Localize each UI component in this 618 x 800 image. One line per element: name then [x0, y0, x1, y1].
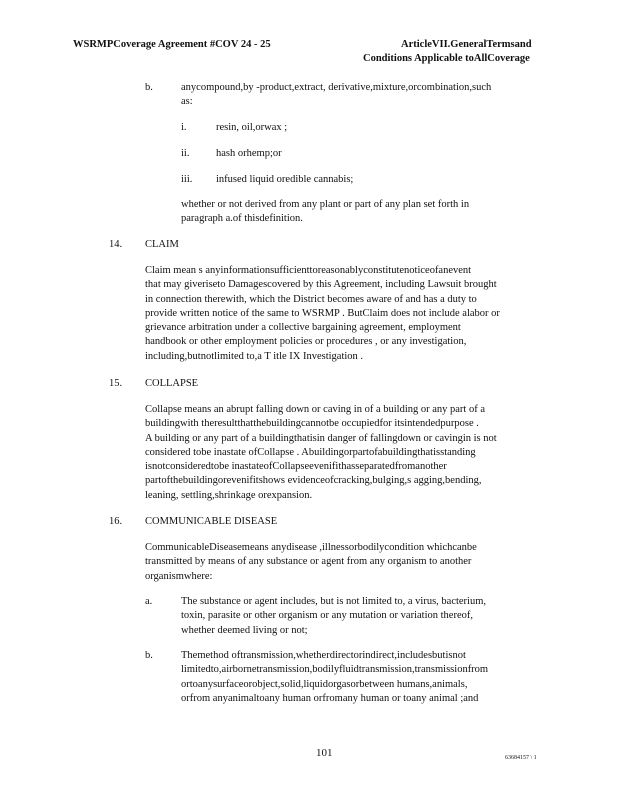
paragraph-line: toxin, parasite or other organism or any mutation or variation thereof,: [181, 610, 473, 622]
paragraph-line: transmitted by means of any substance or agent from any organism to another: [145, 556, 472, 568]
paragraph-line: orfrom anyanimaltoany human orfromany human or toany animal ;and: [181, 692, 479, 704]
paragraph-line: paragraph a.of thisdefinition.: [181, 213, 303, 225]
page-number: 101: [316, 747, 333, 759]
sub-item-text: hash orhemp;or: [216, 148, 282, 159]
paragraph-line: limitedto,airbornetransmission,bodilyfluidtransmission,transmissionfrom: [181, 664, 489, 676]
sub-item-text: infused liquid oredible cannabis;: [216, 174, 354, 185]
header-right-line2: Conditions Applicable toAllCoverage: [363, 53, 530, 64]
section-title: CLAIM: [145, 239, 179, 250]
paragraph-line: considered tobe inastate ofCollapse . Abuildingorpartofabuildingthatisstanding: [145, 446, 476, 458]
item-body: [181, 595, 486, 638]
paragraph-line: partofthebuildingorevenifitshows evidenceofcracking,bulging,s agging,bending,: [145, 475, 482, 487]
section-body: [145, 403, 497, 503]
paragraph-line: handbook or other employment policies or procedures , or any investigation,: [145, 336, 467, 348]
paragraph-line: organismwhere:: [145, 570, 213, 582]
sub-item-label: i.: [181, 122, 187, 133]
paragraph-line: A building or any part of a buildingthatisin danger of fallingdown or cavingin is not: [145, 432, 497, 444]
section-title: COMMUNICABLE DISEASE: [145, 516, 278, 527]
paragraph-line: The substance or agent includes, but is not limited to, a virus, bacterium,: [181, 596, 487, 607]
section-body: [145, 264, 500, 364]
paragraph-line: in connection therewith, which the District becomes aware of and has a duty to: [145, 293, 477, 305]
item-b-line2: as:: [181, 96, 193, 107]
paragraph-line: leaning, settling,shrinkage orexpansion.: [145, 489, 313, 501]
paragraph-line: provide written notice of the same to WSRMP . ButClaim does not include alabor or: [145, 307, 500, 319]
paragraph-line: that may giveriseto Damagescovered by this Agreement, including Lawsuit brought: [145, 279, 497, 291]
paragraph-line: isnotconsideredtobe inastateofCollapseevenifithasseparatedfromanother: [145, 461, 447, 473]
paragraph-line: Themethod oftransmission,whetherdirectorindirect,includesbutisnot: [181, 650, 466, 661]
section-number: 16.: [109, 516, 123, 527]
document-code: 63684157 \ 1: [505, 755, 537, 761]
paragraph-line: whether deemed living or not;: [181, 624, 308, 636]
section-body: [145, 541, 477, 584]
sub-item-label: ii.: [181, 148, 190, 159]
paragraph-line: whether or not derived from any plant or part of any plan set forth in: [181, 199, 470, 210]
section-title: COLLAPSE: [145, 378, 199, 389]
item-body: [181, 649, 488, 706]
sub-item-label: iii.: [181, 174, 193, 185]
section-number: 15.: [109, 378, 123, 389]
paragraph-line: CommunicableDiseasemeans anydisease ,illnessorbodilycondition whichcanbe: [145, 542, 477, 553]
paragraph-line: Collapse means an abrupt falling down or caving in of a building or any part of a: [145, 404, 485, 415]
header-right-line1: ArticleVII.GeneralTermsand: [401, 39, 532, 50]
section-number: 14.: [109, 239, 123, 250]
paragraph-line: Claim mean s anyinformationsufficienttoreasonablyconstitutenoticeofanevent: [145, 265, 472, 276]
item-label: b.: [145, 650, 153, 661]
header-left: WSRMPCoverage Agreement #COV 24 - 25: [73, 39, 271, 50]
item-label: a.: [145, 596, 153, 607]
paragraph-line: including,butnotlimited to,a T itle IX Investigation .: [145, 350, 364, 362]
item-b-line1: anycompound,by -product,extract, derivative,mixture,orcombination,such: [181, 82, 492, 93]
paragraph-line: buildingwith theresultthatthebuildingcannotbe occupiedfor itsintendedpurpose .: [145, 418, 479, 430]
whether-paragraph: [181, 198, 469, 227]
paragraph-line: grievance arbitration under a collective bargaining agreement, employment: [145, 322, 461, 334]
sub-item-text: resin, oil,orwax ;: [216, 122, 288, 133]
paragraph-line: ortoanysurfaceorobject,solid,liquidorgasorbetween humans,animals,: [181, 678, 468, 690]
item-b-label: b.: [145, 82, 153, 93]
